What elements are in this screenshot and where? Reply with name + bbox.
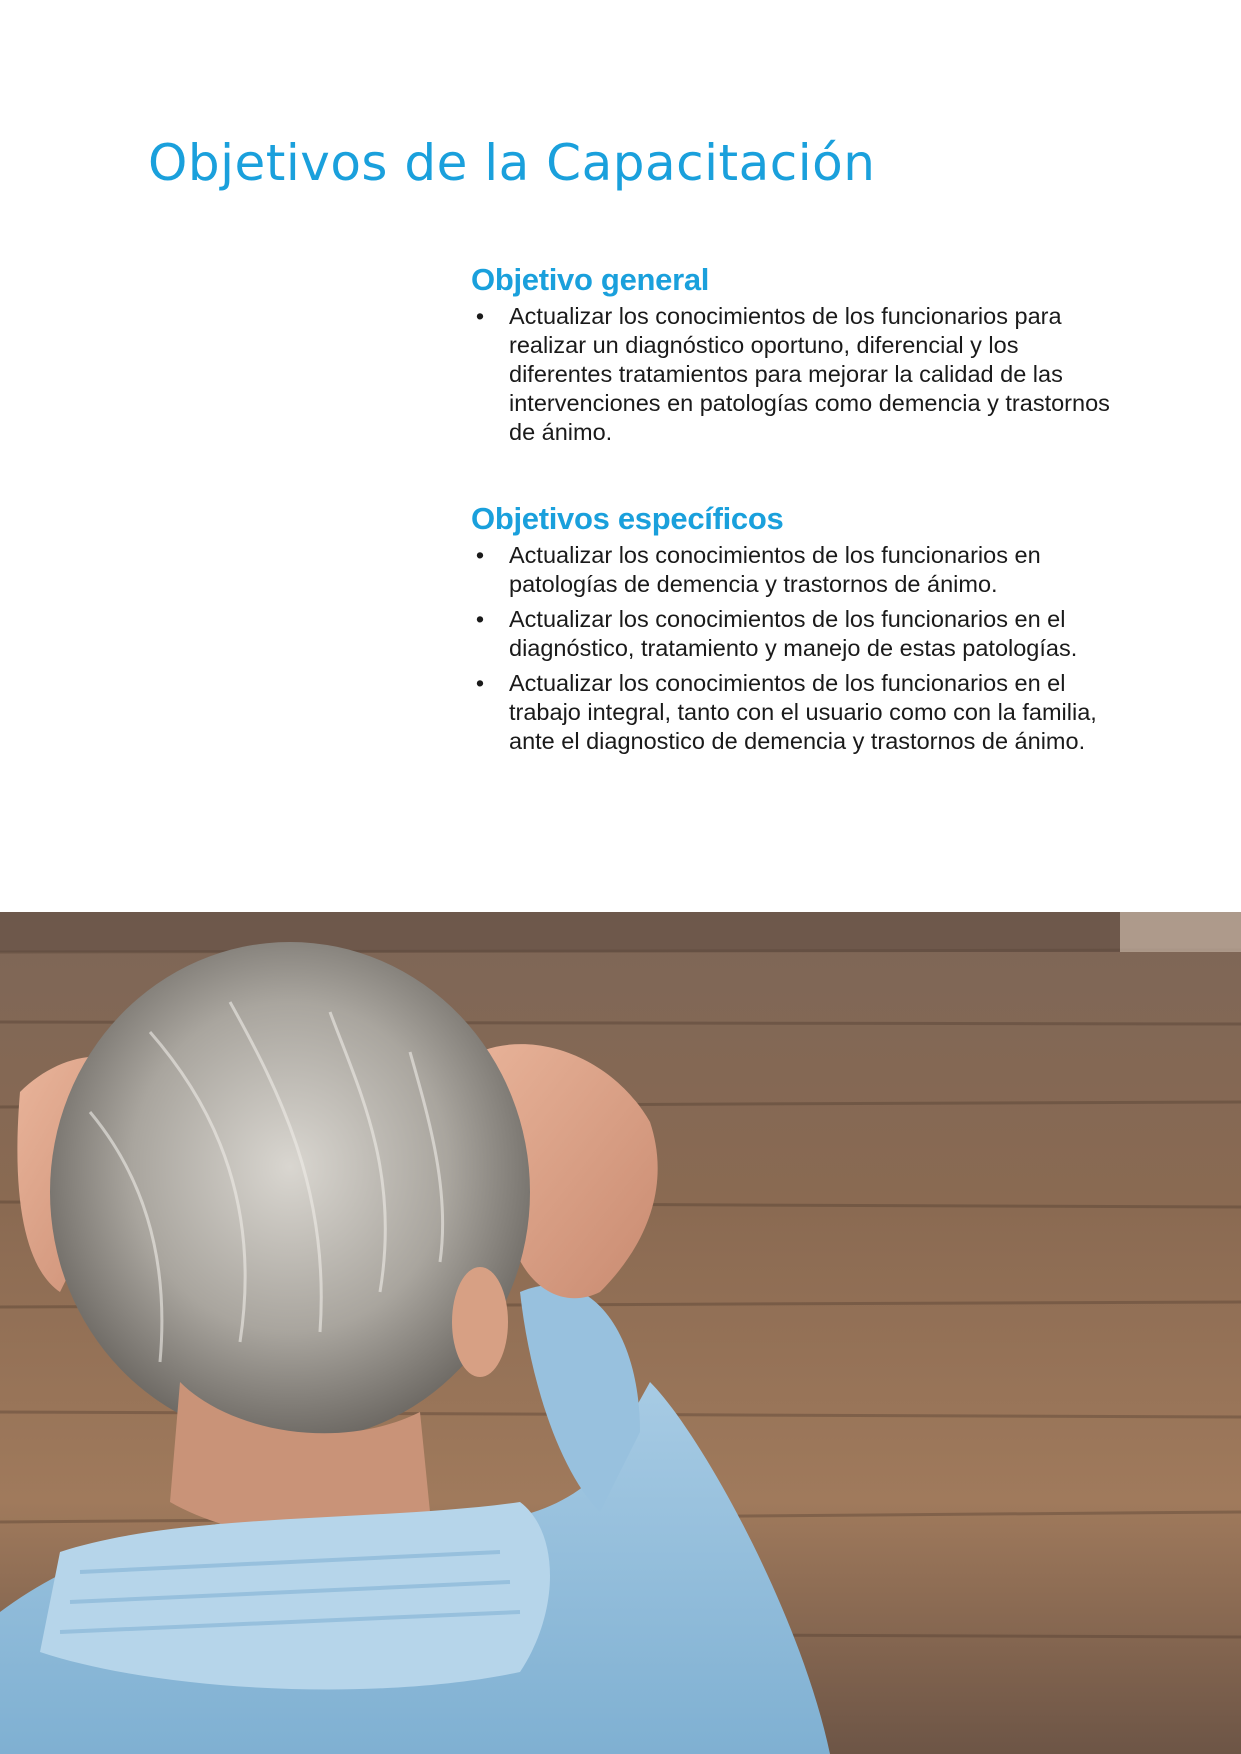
bullet-icon: • <box>475 606 485 632</box>
bullet-icon: • <box>475 670 485 696</box>
specific-objectives-list <box>471 541 1111 756</box>
list-item <box>471 302 1111 447</box>
photo-illustration <box>0 912 1241 1754</box>
general-objective-list <box>471 302 1111 447</box>
list-item-text: Actualizar los conocimientos de los funcionarios en el trabajo integral, tanto con el usuario como con la familia, ante el diagnostico de demencia y trastornos de ánimo. <box>509 670 1097 754</box>
general-objective-heading: Objetivo general <box>471 262 710 297</box>
list-item-text: Actualizar los conocimientos de los funcionarios en patologías de demencia y trastornos de ánimo. <box>509 542 1041 597</box>
list-item-text: Actualizar los conocimientos de los funcionarios en el diagnóstico, tratamiento y manejo de estas patologías. <box>509 606 1078 661</box>
list-item-text: Actualizar los conocimientos de los funcionarios para realizar un diagnóstico oportuno, diferencial y los diferentes tratamientos para mejorar la calidad de las intervenciones en patologías como demencia y trastornos de ánimo. <box>509 303 1110 445</box>
list-item <box>471 605 1111 663</box>
general-objective-section <box>471 262 1111 447</box>
elderly-person-photo <box>0 912 1241 1754</box>
specific-objectives-heading: Objetivos específicos <box>471 501 784 536</box>
list-item <box>471 541 1111 599</box>
list-item <box>471 669 1111 756</box>
objectives-content <box>471 262 1111 762</box>
specific-objectives-section <box>471 501 1111 756</box>
page-title: Objetivos de la Capacitación <box>148 134 876 192</box>
bullet-icon: • <box>475 542 485 568</box>
bullet-icon: • <box>475 303 485 329</box>
